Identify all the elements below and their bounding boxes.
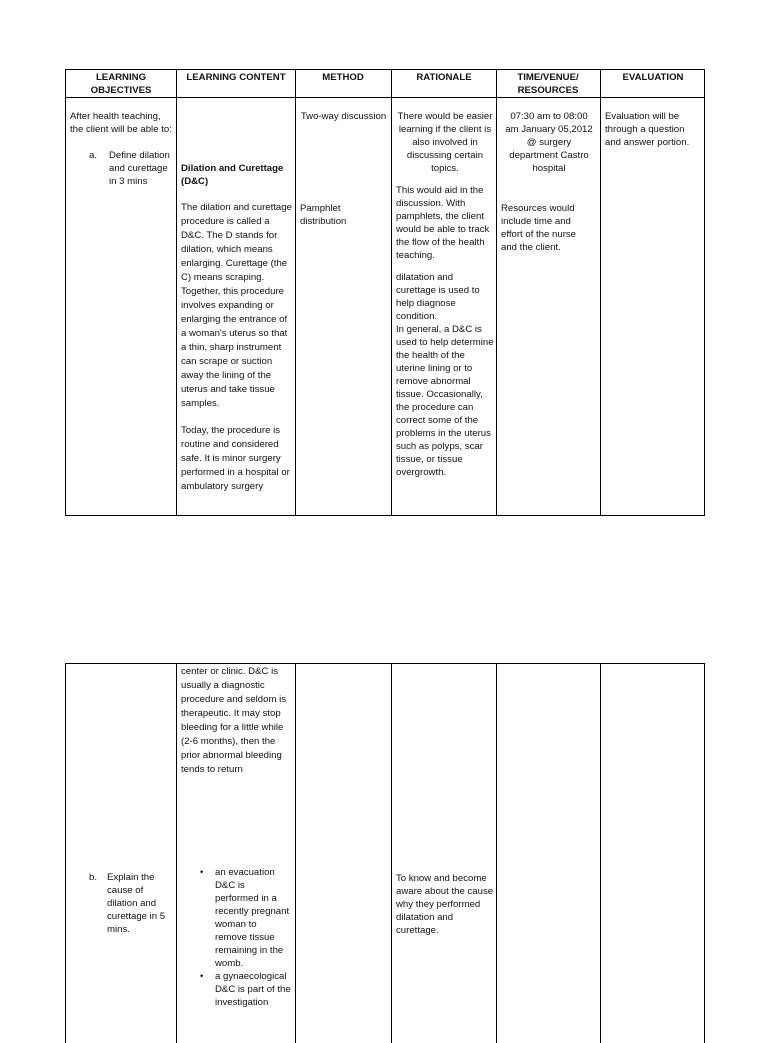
- cause-bullet-list: [197, 866, 291, 1009]
- objective-a: [89, 149, 174, 188]
- bullet-icon: •: [200, 971, 204, 982]
- lesson-plan-table-page-2: [65, 663, 705, 1043]
- content-title: Dilation and Curettage (D&C): [181, 163, 284, 187]
- header-learning-content: LEARNING CONTENT: [186, 72, 286, 83]
- header-method: METHOD: [322, 72, 364, 83]
- column-divider: [391, 664, 392, 1043]
- content-continuation: center or clinic. D&C is usually a diagnostic procedure and seldom is therapeutic. It may stop bleeding for a little while (2-6 months), then the prior abnormal bleeding tends to return: [181, 666, 287, 775]
- objectives-cell: [70, 110, 174, 188]
- column-divider: [295, 664, 296, 1043]
- list-item: [197, 970, 291, 1009]
- objective-b: [89, 871, 174, 936]
- objective-b-text: Explain the cause of dilation and curettage in 5 mins.: [107, 872, 166, 935]
- list-item: [197, 866, 291, 970]
- header-divider: [66, 97, 704, 98]
- column-divider: [600, 70, 601, 515]
- column-divider: [391, 70, 392, 515]
- header-time-venue-resources: TIME/VENUE/ RESOURCES: [517, 72, 579, 96]
- column-divider: [600, 664, 601, 1043]
- lesson-plan-table-page-1: [65, 69, 705, 516]
- header-learning-objectives: LEARNING OBJECTIVES: [90, 72, 152, 96]
- rationale-2: This would aid in the discussion. With pamphlets, the client would be able to track the flow of the health teaching.: [396, 185, 490, 261]
- objective-a-label: a.: [89, 150, 98, 161]
- method-two-way-discussion: Two-way discussion: [300, 111, 387, 122]
- method-pamphlet-distribution: Pamphlet distribution: [300, 203, 347, 227]
- rationale-4: In general, a D&C is used to help determine the health of the uterine lining or to remove abnormal tissue. Occasionally, the procedure can correct some of the problems in the uterus such as polyps, scar tissue, or tissue overgrowth.: [396, 324, 494, 478]
- rationale-3: dilatation and curettage is used to help diagnose condition.: [396, 272, 480, 322]
- header-rationale: RATIONALE: [416, 72, 472, 83]
- time-venue-text: 07:30 am to 08:00 am January 05,2012 @ surgery department Castro hospital: [505, 111, 593, 174]
- objective-b-label: b.: [89, 872, 98, 883]
- column-divider: [295, 70, 296, 515]
- evaluation-text: Evaluation will be through a question and answer portion.: [605, 111, 690, 148]
- column-divider: [176, 664, 177, 1043]
- objectives-intro: After health teaching, the client will be able to:: [70, 111, 172, 135]
- header-evaluation: EVALUATION: [622, 72, 684, 83]
- bullet-text: a gynaecological D&C is part of the investigation: [215, 971, 291, 1008]
- column-divider: [496, 70, 497, 515]
- content-paragraph-2: Today, the procedure is routine and considered safe. It is minor surgery performed in a hospital or ambulatory surgery: [181, 425, 290, 492]
- content-paragraph-1: The dilation and curettage procedure is called a D&C. The D stands for dilation, which means enlarging. Curettage (the C) means scraping. Together, this procedure involves expanding or enlarging the entrance of a woman's uterus so that a thin, sharp instrument can scrape or suction away the lining of the uterus and take tissue samples.: [181, 202, 292, 409]
- rationale-cell: [396, 110, 494, 479]
- bullet-text: an evacuation D&C is performed in a recently pregnant woman to remove tissue remaining in the womb.: [215, 867, 290, 969]
- bullet-icon: •: [200, 867, 204, 878]
- rationale-1: There would be easier learning if the client is also involved in discussing certain topics.: [397, 111, 493, 174]
- rationale-b: To know and become aware about the cause why they performed dilatation and curettage.: [396, 873, 494, 936]
- column-divider: [496, 664, 497, 1043]
- resources-text: Resources would include time and effort of the nurse and the client.: [501, 203, 577, 253]
- objective-a-text: Define dilation and curettage in 3 mins: [109, 150, 170, 187]
- content-cell: [181, 162, 293, 494]
- column-divider: [176, 70, 177, 515]
